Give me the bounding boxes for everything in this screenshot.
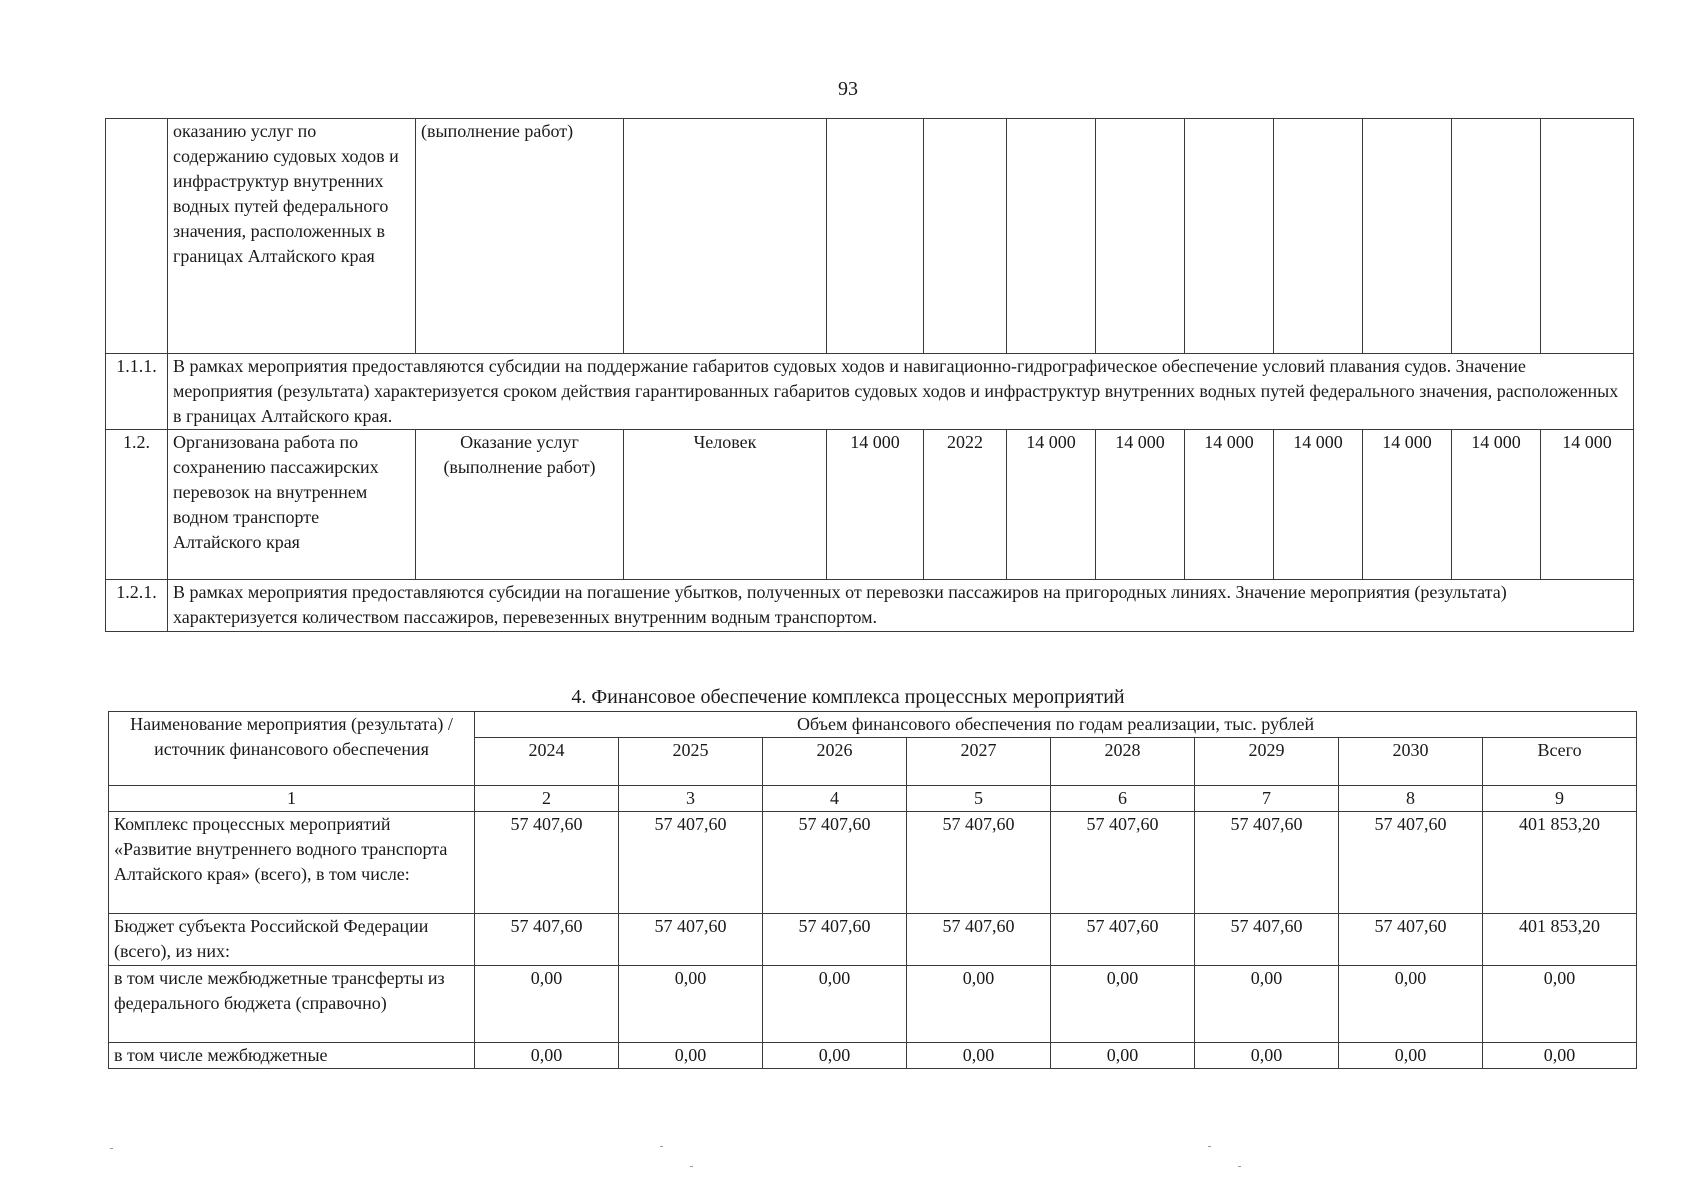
year-header: 2025 bbox=[619, 738, 763, 786]
total-cell: 0,00 bbox=[1483, 1043, 1637, 1069]
scan-speck bbox=[1208, 1146, 1211, 1147]
row-name: Бюджет субъекта Российской Федерации (всего), из них: bbox=[109, 914, 475, 966]
table-row bbox=[109, 812, 1637, 914]
table-row bbox=[109, 914, 1637, 966]
results-table bbox=[105, 118, 1634, 632]
table-row bbox=[106, 119, 1634, 354]
col-number: 8 bbox=[1339, 786, 1483, 812]
header-volume: Объем финансового обеспечения по годам реализации, тыс. рублей bbox=[475, 712, 1637, 738]
base-value: 14 000 bbox=[827, 430, 924, 580]
value-cell: 57 407,60 bbox=[763, 812, 907, 914]
description-text: В рамках мероприятия предоставляются субсидии на погашение убытков, полученных от перевозки пассажиров на пригородных линиях. Значение мероприятия (результата) характеризуется количеством пассажиров, перевезенных внутренним водным транспортом. bbox=[168, 580, 1634, 632]
value-cell: 0,00 bbox=[619, 966, 763, 1043]
value-cell: 0,00 bbox=[1339, 966, 1483, 1043]
scan-speck bbox=[660, 1146, 663, 1147]
value-cell: 0,00 bbox=[763, 1043, 907, 1069]
table-row bbox=[109, 966, 1637, 1043]
value-cell: 57 407,60 bbox=[1195, 914, 1339, 966]
value-cell: 57 407,60 bbox=[907, 914, 1051, 966]
scan-speck bbox=[1238, 1166, 1241, 1167]
value-cell: 57 407,60 bbox=[619, 812, 763, 914]
row-number: 1.2. bbox=[106, 430, 168, 580]
table-row bbox=[106, 580, 1634, 632]
total-cell: 0,00 bbox=[1483, 966, 1637, 1043]
year-header: 2028 bbox=[1051, 738, 1195, 786]
total-cell: 401 853,20 bbox=[1483, 914, 1637, 966]
value-cell: 57 407,60 bbox=[1051, 812, 1195, 914]
value-cell: 0,00 bbox=[1051, 966, 1195, 1043]
value-cell: 0,00 bbox=[907, 1043, 1051, 1069]
finance-table bbox=[108, 711, 1637, 1069]
col-number: 3 bbox=[619, 786, 763, 812]
value-cell: 57 407,60 bbox=[1339, 914, 1483, 966]
value-cell: 57 407,60 bbox=[619, 914, 763, 966]
column-numbers-row bbox=[109, 786, 1637, 812]
row-name: Комплекс процессных мероприятий «Развитие внутреннего водного транспорта Алтайского края» (всего), в том числе: bbox=[109, 812, 475, 914]
value-cell: 14 000 bbox=[1541, 430, 1634, 580]
value-cell: 57 407,60 bbox=[763, 914, 907, 966]
value-cell: 14 000 bbox=[1363, 430, 1452, 580]
description-text: В рамках мероприятия предоставляются субсидии на поддержание габаритов судовых ходов и навигационно-гидрографическое обеспечение условий плавания судов. Значение мероприятия (результата) характеризуется сроком действия гарантированных габаритов судовых ходов и инфраструктур внутренних водных путей федерального значения, расположенных в границах Алтайского края. bbox=[168, 354, 1634, 430]
page-number: 93 bbox=[838, 78, 858, 100]
section-title: 4. Финансовое обеспечение комплекса процессных мероприятий bbox=[571, 686, 1125, 708]
result-type: Оказание услуг (выполнение работ) bbox=[416, 430, 624, 580]
value-cell: 0,00 bbox=[1339, 1043, 1483, 1069]
col-number: 4 bbox=[763, 786, 907, 812]
year-header: Всего bbox=[1483, 738, 1637, 786]
value-cell: 57 407,60 bbox=[907, 812, 1051, 914]
scan-speck bbox=[110, 1148, 113, 1149]
year-header: 2024 bbox=[475, 738, 619, 786]
year-header: 2027 bbox=[907, 738, 1051, 786]
value-cell: 57 407,60 bbox=[1195, 812, 1339, 914]
col-number: 6 bbox=[1051, 786, 1195, 812]
result-type: (выполнение работ) bbox=[416, 119, 624, 354]
row-number: 1.2.1. bbox=[106, 580, 168, 632]
header-name: Наименование мероприятия (результата) / источник финансового обеспечения bbox=[109, 712, 475, 786]
row-name: в том числе межбюджетные трансферты из федерального бюджета (справочно) bbox=[109, 966, 475, 1043]
value-cell: 14 000 bbox=[1274, 430, 1363, 580]
year-header: 2030 bbox=[1339, 738, 1483, 786]
col-number: 9 bbox=[1483, 786, 1637, 812]
value-cell: 0,00 bbox=[475, 1043, 619, 1069]
value-cell: 0,00 bbox=[1195, 966, 1339, 1043]
base-year: 2022 bbox=[924, 430, 1007, 580]
year-header: 2026 bbox=[763, 738, 907, 786]
row-number: 1.1.1. bbox=[106, 354, 168, 430]
value-cell: 0,00 bbox=[619, 1043, 763, 1069]
col-number: 1 bbox=[109, 786, 475, 812]
table-row bbox=[109, 1043, 1637, 1069]
value-cell: 14 000 bbox=[1007, 430, 1096, 580]
value-cell: 0,00 bbox=[475, 966, 619, 1043]
table-row bbox=[106, 430, 1634, 580]
total-cell: 401 853,20 bbox=[1483, 812, 1637, 914]
unit: Человек bbox=[624, 430, 827, 580]
row-number bbox=[106, 119, 168, 354]
col-number: 2 bbox=[475, 786, 619, 812]
value-cell: 57 407,60 bbox=[1339, 812, 1483, 914]
value-cell: 14 000 bbox=[1452, 430, 1541, 580]
table-row bbox=[106, 354, 1634, 430]
value-cell: 0,00 bbox=[1051, 1043, 1195, 1069]
value-cell: 0,00 bbox=[763, 966, 907, 1043]
result-name: оказанию услуг по содержанию судовых ходов и инфраструктур внутренних водных путей федерального значения, расположенных в границах Алтайского края bbox=[168, 119, 416, 354]
value-cell: 0,00 bbox=[1195, 1043, 1339, 1069]
year-header: 2029 bbox=[1195, 738, 1339, 786]
value-cell: 57 407,60 bbox=[475, 914, 619, 966]
result-name: Организована работа по сохранению пассажирских перевозок на внутреннем водном транспорте Алтайского края bbox=[168, 430, 416, 580]
value-cell: 0,00 bbox=[907, 966, 1051, 1043]
value-cell: 57 407,60 bbox=[1051, 914, 1195, 966]
value-cell: 14 000 bbox=[1185, 430, 1274, 580]
scan-speck bbox=[690, 1166, 693, 1167]
col-number: 5 bbox=[907, 786, 1051, 812]
value-cell: 14 000 bbox=[1096, 430, 1185, 580]
col-number: 7 bbox=[1195, 786, 1339, 812]
row-name: в том числе межбюджетные bbox=[109, 1043, 475, 1069]
value-cell: 57 407,60 bbox=[475, 812, 619, 914]
